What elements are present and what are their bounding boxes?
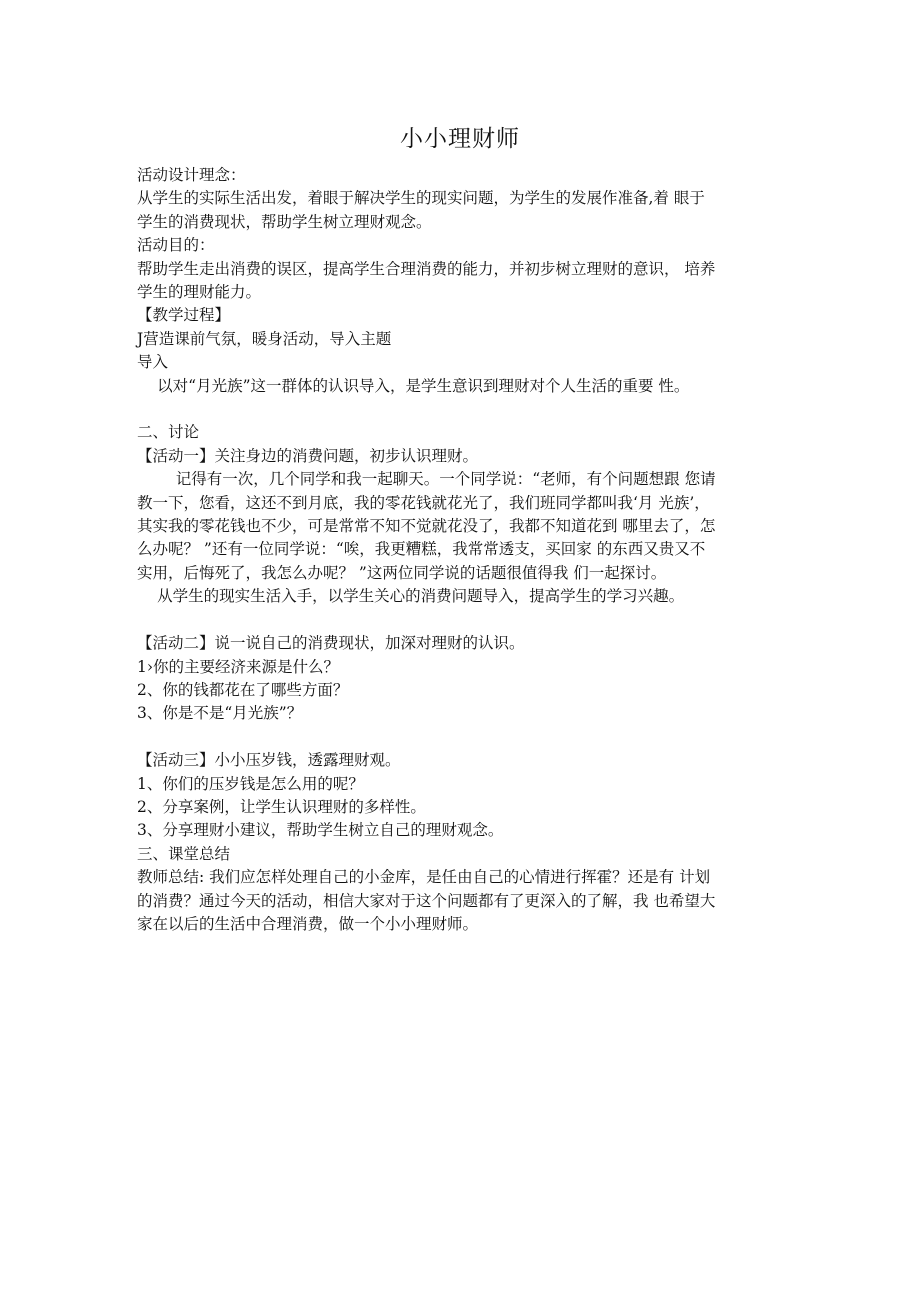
discussion-heading: 二、讨论 [137, 423, 200, 442]
spacer [137, 609, 787, 632]
activity-two-question: 1›你的主要经济来源是什么？ [137, 657, 340, 676]
activity-three-item: 1、你们的压岁钱是怎么用的呢？ [137, 774, 364, 793]
spacer [137, 398, 787, 421]
design-text-line: 从学生的实际生活出发，着眼于解决学生的现实问题，为学生的发展作准备,着 眼于 [137, 189, 705, 208]
goal-heading: 活动目的： [137, 236, 215, 255]
activity-three-item: 3、分享理财小建议，帮助学生树立自己的理财观念。 [137, 821, 504, 840]
goal-text-line: 帮助学生走出消费的误区，提高学生合理消费的能力，并初步树立理财的意识， 培养 [137, 259, 716, 278]
activity-two-question: 2、你的钱都花在了哪些方面？ [137, 680, 349, 699]
activity-three-item: 2、分享案例，让学生认识理财的多样性。 [137, 797, 426, 816]
summary-text-line: 教师总结: 我们应怎样处理自己的小金库，是任由自己的心情进行挥霍？还是有 计划 [137, 868, 711, 887]
spacer [137, 726, 787, 749]
activity-one-story-line: 教一下，您看，这还不到月底，我的零花钱就花光了，我们班同学都叫我‘月 光族’， [137, 493, 710, 512]
design-text-line: 学生的消费现状，帮助学生树立理财观念。 [137, 212, 432, 231]
design-heading: 活动设计理念： [137, 166, 246, 184]
activity-one-story-line: 其实我的零花钱也不少，可是常常不知不觉就花没了，我都不知道花到 哪里去了，怎 [137, 517, 716, 536]
summary-heading: 三、课堂总结 [137, 844, 231, 863]
activity-one-story-line: 么办呢？ ”还有一位同学说：“唉，我更糟糕，我常常透支，买回家 的东西又贵又不 [137, 540, 706, 559]
summary-text-line: 的消费？通过今天的活动，相信大家对于这个问题都有了更深入的了解，我 也希望大 [137, 891, 716, 910]
page-title: 小小理财师 [400, 126, 520, 152]
activity-two-heading: 【活动二】说一说自己的消费现状，加深对理财的认识。 [137, 634, 525, 653]
activity-two-question: 3、你是不是“月光族”？ [137, 704, 303, 723]
activity-one-story-line: 实用，后悔死了，我怎么办呢？ ”这两位同学说的话题很值得我 们一起探讨。 [137, 563, 667, 582]
intro-text: 以对“月光族”这一群体的认识导入，是学生意识到理财对个人生活的重要 性。 [157, 376, 690, 395]
goal-text-line: 学生的理财能力。 [137, 283, 262, 302]
process-heading: 【教学过程】 [137, 306, 231, 325]
document-body [137, 164, 787, 936]
summary-text-line: 家在以后的生活中合理消费，做一个小小理财师。 [137, 914, 479, 933]
activity-one-story-line: 记得有一次，几个同学和我一起聊天。一个同学说：“老师，有个问题想跟 您请 [175, 470, 716, 489]
activity-three-heading: 【活动三】小小压岁钱，透露理财观。 [137, 751, 401, 770]
intro-label: 导入 [137, 353, 169, 372]
activity-one-note: 从学生的现实生活入手，以学生关心的消费问题导入，提高学生的学习兴趣。 [157, 587, 685, 606]
activity-one-heading: 【活动一】关注身边的消费问题，初步认识理财。 [137, 446, 479, 465]
step-one: J营造课前气氛，暖身活动，导入主题 [137, 329, 392, 348]
